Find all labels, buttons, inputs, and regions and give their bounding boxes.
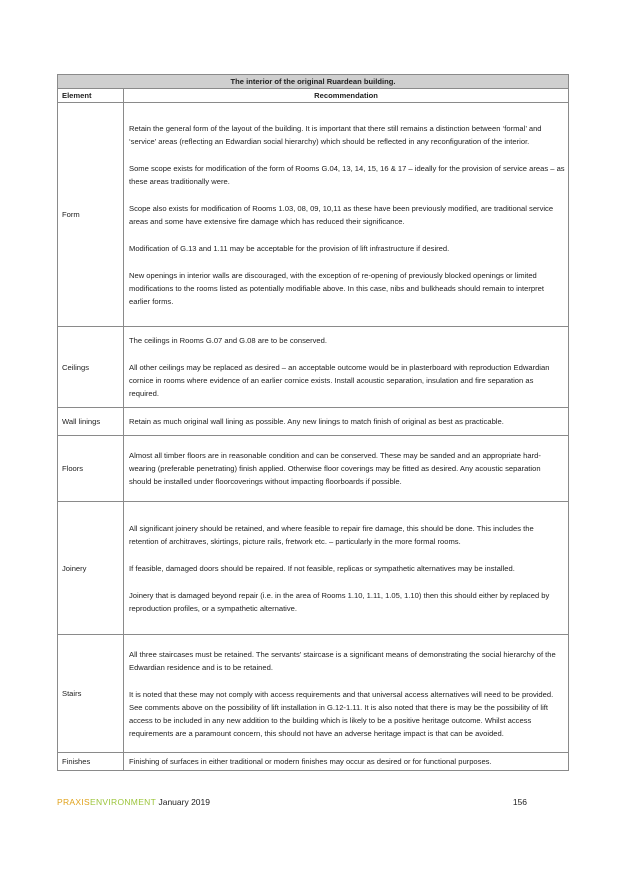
table-row <box>58 103 569 327</box>
element-cell: Wall linings <box>58 408 124 436</box>
element-cell: Joinery <box>58 502 124 635</box>
header-recommendation: Recommendation <box>124 89 569 103</box>
recommendation-paragraph: If feasible, damaged doors should be repaired. If not feasible, replicas or sympathetic alternatives may be installed. <box>129 563 515 573</box>
element-cell: Stairs <box>58 635 124 753</box>
table-row <box>58 753 569 771</box>
table-row <box>58 408 569 436</box>
recommendation-cell <box>124 753 569 771</box>
recommendation-paragraph: Scope also exists for modification of Rooms 1.03, 08, 09, 10,11 as these have been previously modified, are traditional service areas and some have extensive fire damage which has reduced their significance. <box>129 203 554 226</box>
brand-name-praxis: PRAXIS <box>57 797 90 807</box>
recommendation-cell <box>124 635 569 753</box>
recommendation-paragraph: The ceilings in Rooms G.07 and G.08 are to be conserved. <box>129 336 327 345</box>
element-cell: Form <box>58 103 124 327</box>
page-number: 156 <box>512 797 527 807</box>
brand-name-environment: ENVIRONMENT <box>89 797 157 807</box>
recommendation-cell <box>124 103 569 327</box>
element-cell: Ceilings <box>58 327 124 408</box>
recommendation-paragraph: All other ceilings may be replaced as desired – an acceptable outcome would be in plasterboard with reproduction Edwardian cornice in rooms where evidence of an earlier cornice exists. Install acoustic separation, insulation and fire separation as required. <box>129 363 550 398</box>
recommendation-paragraph: Retain as much original wall lining as possible. Any new linings to match finish of original as best as practicable. <box>129 417 504 426</box>
table-row <box>58 635 569 753</box>
header-element: Element <box>58 89 124 103</box>
recommendation-cell <box>124 408 569 436</box>
page-footer <box>57 797 527 807</box>
table-row <box>58 436 569 502</box>
recommendation-paragraph: Finishing of surfaces in either traditional or modern finishes may occur as desired or for functional purposes. <box>129 757 492 766</box>
recommendation-paragraph: Modification of G.13 and 1.11 may be acceptable for the provision of lift infrastructure if desired. <box>129 243 450 253</box>
table-row <box>58 502 569 635</box>
element-cell: Floors <box>58 436 124 502</box>
recommendation-paragraph: Joinery that is damaged beyond repair (i.e. in the area of Rooms 1.10, 1.11, 1.05, 1.10) then this should either by replaced by reproduction profiles, or a sympathetic alternative. <box>129 590 550 613</box>
recommendation-paragraph: All three staircases must be retained. The servants’ staircase is a significant means of demonstrating the social hierarchy of the Edwardian residence and is to be retained. <box>129 649 556 672</box>
recommendation-cell <box>124 502 569 635</box>
recommendation-paragraph: It is noted that these may not comply with access requirements and that universal access alternatives will need to be provided. See comments above on the possibility of lift installation in G.12-1.11. It is also noted that there is may be the possibility of lift access to be included in any new addition to the building which is likely to be a positive heritage outcome. Whilst access requirements are a paramount concern, this should not have an adverse heritage impact is that can be avoided. <box>129 689 554 738</box>
table-header-row <box>58 89 569 103</box>
recommendation-paragraph: New openings in interior walls are discouraged, with the exception of re-opening of previously blocked openings or limited modifications to the rooms listed as potentially modifiable above. In this case, nibs and bulkheads should remain to interpret earlier forms. <box>129 270 544 306</box>
recommendation-paragraph: Retain the general form of the layout of the building. It is important that there still remains a distinction between ‘formal’ and ‘service’ areas (reflecting an Edwardian social hierarchy) which should be reflected in any reconfiguration of the interior. <box>129 123 542 146</box>
recommendation-cell <box>124 436 569 502</box>
table-title-row <box>58 75 569 89</box>
recommendation-paragraph: Some scope exists for modification of the form of Rooms G.04, 13, 14, 15, 16 & 17 – ideally for the provision of service areas – as these areas traditionally were. <box>129 163 565 186</box>
recommendations-table <box>57 74 569 771</box>
footer-date: January 2019 <box>158 797 210 807</box>
recommendation-paragraph: All significant joinery should be retained, and where feasible to repair fire damage, this should be done. This includes the retention of architraves, skirtings, picture rails, fretwork etc. – particularly in the more formal rooms. <box>129 523 534 546</box>
recommendation-cell <box>124 327 569 408</box>
table-title: The interior of the original Ruardean building. <box>58 75 569 89</box>
recommendation-paragraph: Almost all timber floors are in reasonable condition and can be conserved. These may be sanded and an appropriate hard-wearing (preferable penetrating) finish applied. Otherwise floor coverings may be fitted as desired. Any acoustic separation should be installed under floorcoverings without impacting floorboards if possible. <box>129 451 541 486</box>
element-cell: Finishes <box>58 753 124 771</box>
table-row <box>58 327 569 408</box>
